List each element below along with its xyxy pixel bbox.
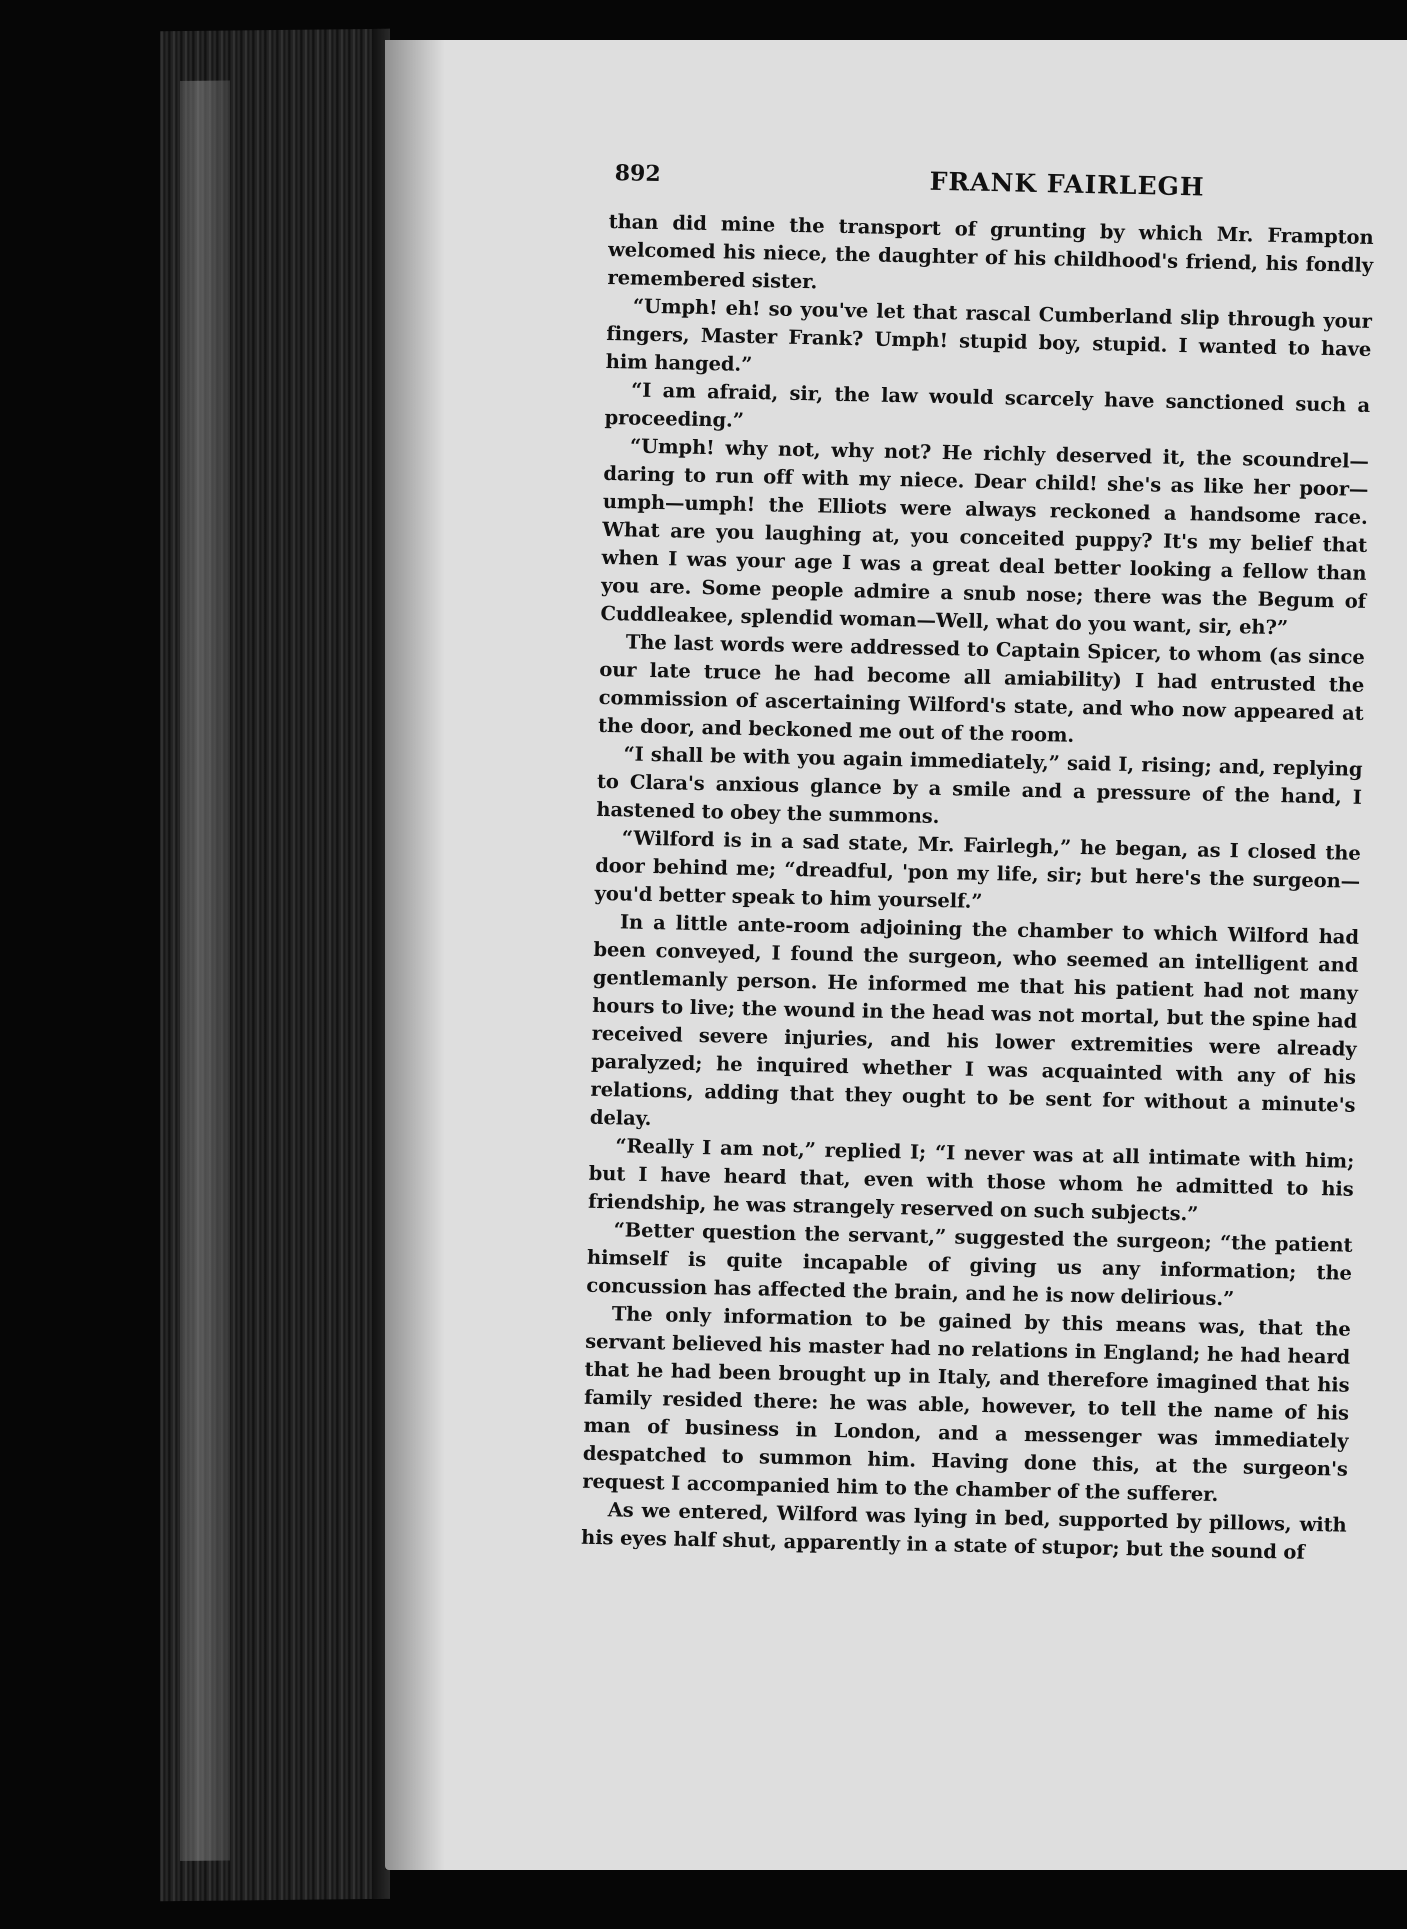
paragraph: The only information to be gained by this means was, that the servant believed his master had no relations in England; he had heard that he had been brought up in Italy, and therefore imagined that his family resided there: he was able, however, to tell the name of his man of business in London, and a messenger was immediately despatched to summon him. Having done this, at the surgeon's request I accompanied him to the chamber of the sufferer. xyxy=(582,1302,1351,1507)
running-head xyxy=(609,160,1375,216)
paragraph: “Wilford is in a sad state, Mr. Fairlegh,” he began, as I closed the door behind me; “dreadful, 'pon my life, sir; but here's the surgeon—you'd better speak to him yourself.” xyxy=(594,826,1361,913)
paper-page xyxy=(385,40,1407,1870)
paragraph: “Really I am not,” replied I; “I never was at all intimate with him; but I have heard that, even with those whom he admitted to his friendship, he was strangely reserved on such subjects.” xyxy=(587,1134,1355,1226)
running-title: FRANK FAIRLEGH xyxy=(929,166,1205,202)
text-block xyxy=(581,160,1375,1568)
paragraph: As we entered, Wilford was lying in bed, supported by pillows, with his eyes half shut, apparently in a state of stupor; but the sound of xyxy=(580,1498,1347,1564)
paragraph: “Umph! why not, why not? He richly deserved it, the scoundrel—daring to run off with my niece. Dear child! she's as like her poor—umph—umph! the Elliots were always reckoned a handsome race. What are you laughing at, you conceited puppy? It's my belief that when I was your age I was a great deal better looking a fellow than you are. Some people admire a snub nose; there was the Begum of Cuddleakee, splendid woman—Well, what do you want, sir, eh?” xyxy=(600,434,1370,640)
gutter-shadow xyxy=(385,40,445,1870)
paragraph: “I am afraid, sir, the law would scarcely have sanctioned such a proceeding.” xyxy=(604,378,1371,432)
paragraph: The last words were addressed to Captain Spicer, to whom (as since our late truce he had become all amiability) I had entrusted the commission of ascertaining Wilford's state, and who now appeared at the door, and beckoned me out of the room. xyxy=(597,630,1365,747)
paragraph: “I shall be with you again immediately,” said I, rising; and, replying to Clara's anxious glance by a smile and a pressure of the hand, I hastened to obey the summons. xyxy=(596,742,1363,829)
paragraph: “Umph! eh! so you've let that rascal Cumberland slip through your fingers, Master Frank? Umph! stupid boy, stupid. I wanted to have him hanged.” xyxy=(605,294,1373,377)
book-page-edges xyxy=(160,29,390,1901)
paragraph: than did mine the transport of grunting by which Mr. Frampton welcomed his niece, the daughter of his childhood's friend, his fondly remembered sister. xyxy=(607,209,1374,294)
paragraph: In a little ante-room adjoining the chamber to which Wilford had been conveyed, I found the surgeon, who seemed an intelligent and gentlemanly person. He informed me that his patient had not many hours to live; the wound in the head was not mortal, but the spine had received severe injuries, and his lower extremities were already paralyzed; he inquired whether I was acquainted with any of his relations, adding that they ought to be sent for without a minute's delay. xyxy=(589,910,1360,1131)
page-number: 892 xyxy=(614,160,661,188)
paragraph: “Better question the servant,” suggested the surgeon; “the patient himself is quite incapable of giving us any information; the concussion has affected the brain, and he is now delirious.” xyxy=(586,1218,1353,1311)
